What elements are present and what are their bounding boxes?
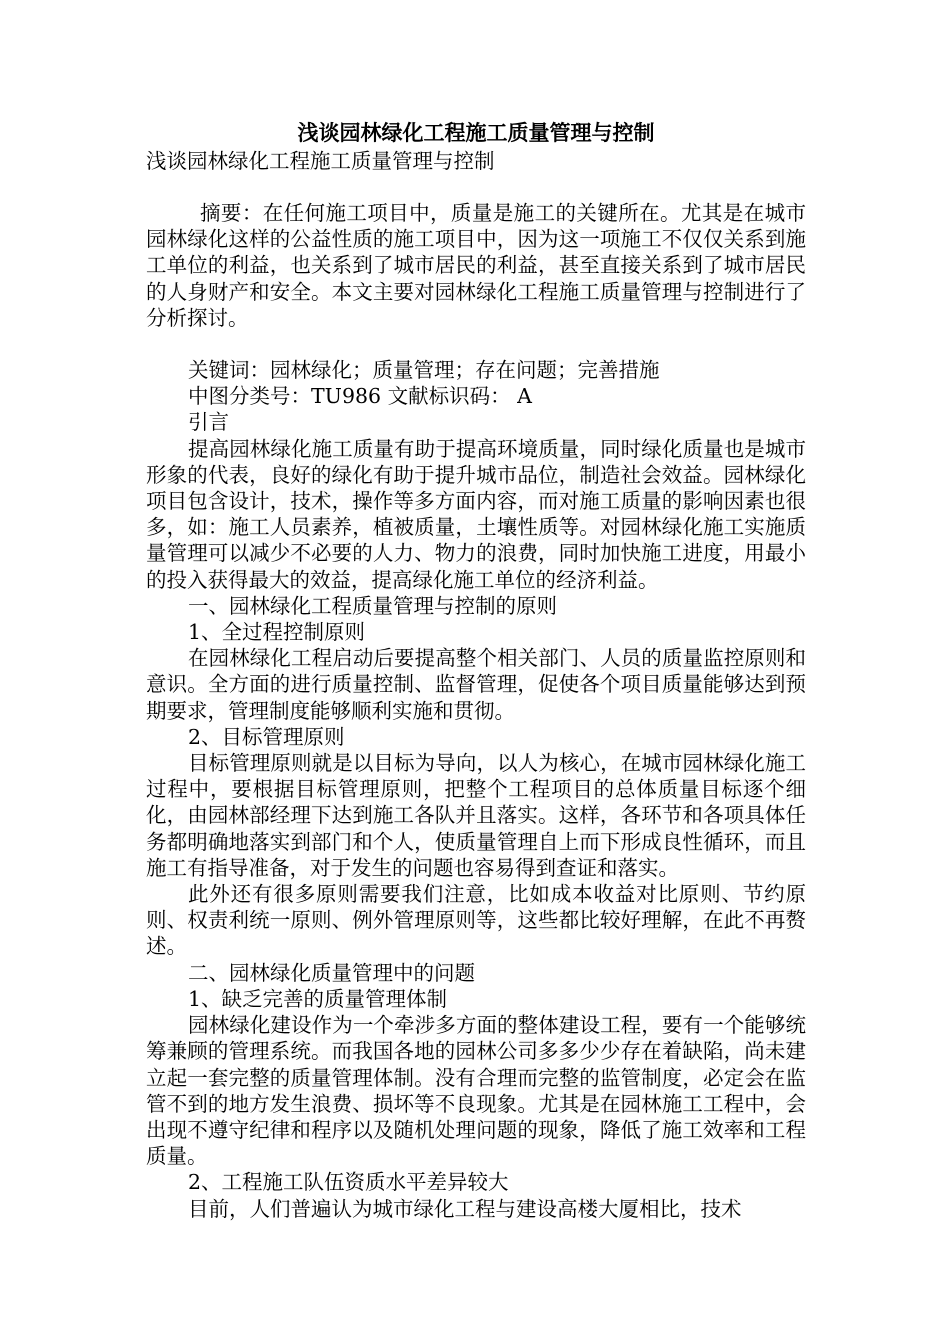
classification-line: 中图分类号：TU986 文献标识码： A bbox=[188, 384, 532, 409]
subsection-2-1-heading: 1、缺乏完善的质量管理体制 bbox=[188, 986, 448, 1011]
intro-heading: 引言 bbox=[188, 410, 229, 435]
document-subtitle: 浅谈园林绿化工程施工质量管理与控制 bbox=[146, 149, 495, 173]
subsection-1-1-heading: 1、全过程控制原则 bbox=[188, 620, 366, 645]
subsection-1-2-paragraph: 目标管理原则就是以目标为导向，以人为核心，在城市园林绿化施工过程中，要根据目标管理原则，把整个工程项目的总体质量目标逐个细化，由园林部经理下达到施工各队并且落实。这样，各环节和各项具体任务都明确地落实到部门和个人，使质量管理自上而下形成良性循环，而且施工有指导准备，对于发生的问题也容易得到查证和落实。 bbox=[146, 751, 806, 880]
section-2-heading: 二、园林绿化质量管理中的问题 bbox=[188, 960, 475, 985]
intro-paragraph: 提高园林绿化施工质量有助于提高环境质量，同时绿化质量也是城市形象的代表，良好的绿化有助于提升城市品位，制造社会效益。园林绿化项目包含设计，技术，操作等多方面内容，而对施工质量的影响因素也很多，如：施工人员素养，植被质量，土壤性质等。对园林绿化施工实施质量管理可以减少不必要的人力、物力的浪费，同时加快施工进度，用最小的投入获得最大的效益，提高绿化施工单位的经济利益。 bbox=[146, 436, 806, 592]
subsection-2-2-paragraph: 目前，人们普遍认为城市绿化工程与建设高楼大厦相比，技术 bbox=[188, 1196, 742, 1221]
document-title: 浅谈园林绿化工程施工质量管理与控制 bbox=[297, 120, 655, 145]
subsection-2-1-paragraph: 园林绿化建设作为一个牵涉多方面的整体建设工程，要有一个能够统筹兼顾的管理系统。而我国各地的园林公司多多少少存在着缺陷，尚未建立起一套完整的质量管理体制。没有合理而完整的监管制度，必定会在监管不到的地方发生浪费、损坏等不良现象。尤其是在园林施工工程中，会出现不遵守纪律和程序以及随机处理问题的现象，降低了施工效率和工程质量。 bbox=[146, 1013, 806, 1169]
other-principles-paragraph: 此外还有很多原则需要我们注意，比如成本收益对比原则、节约原则、权责利统一原则、例外管理原则等，这些都比较好理解，在此不再赘述。 bbox=[146, 882, 806, 959]
section-1-heading: 一、园林绿化工程质量管理与控制的原则 bbox=[188, 593, 557, 618]
keywords-line: 关键词：园林绿化；质量管理；存在问题；完善措施 bbox=[188, 358, 660, 383]
abstract-paragraph: 摘要：在任何施工项目中，质量是施工的关键所在。尤其是在城市园林绿化这样的公益性质的施工项目中，因为这一项施工不仅仅关系到施工单位的利益，也关系到了城市居民的利益，甚至直接关系到了城市居民的人身财产和安全。本文主要对园林绿化工程施工质量管理与控制进行了分析探讨。 bbox=[146, 201, 806, 330]
subsection-2-2-heading: 2、工程施工队伍资质水平差异较大 bbox=[188, 1170, 509, 1195]
subsection-1-2-heading: 2、目标管理原则 bbox=[188, 724, 345, 749]
subsection-1-1-paragraph: 在园林绿化工程启动后要提高整个相关部门、人员的质量监控原则和意识。全方面的进行质量控制、监督管理，促使各个项目质量能够达到预期要求，管理制度能够顺利实施和贯彻。 bbox=[146, 646, 806, 723]
spacer bbox=[146, 174, 806, 200]
document-page bbox=[146, 118, 806, 1222]
spacer bbox=[146, 331, 806, 357]
